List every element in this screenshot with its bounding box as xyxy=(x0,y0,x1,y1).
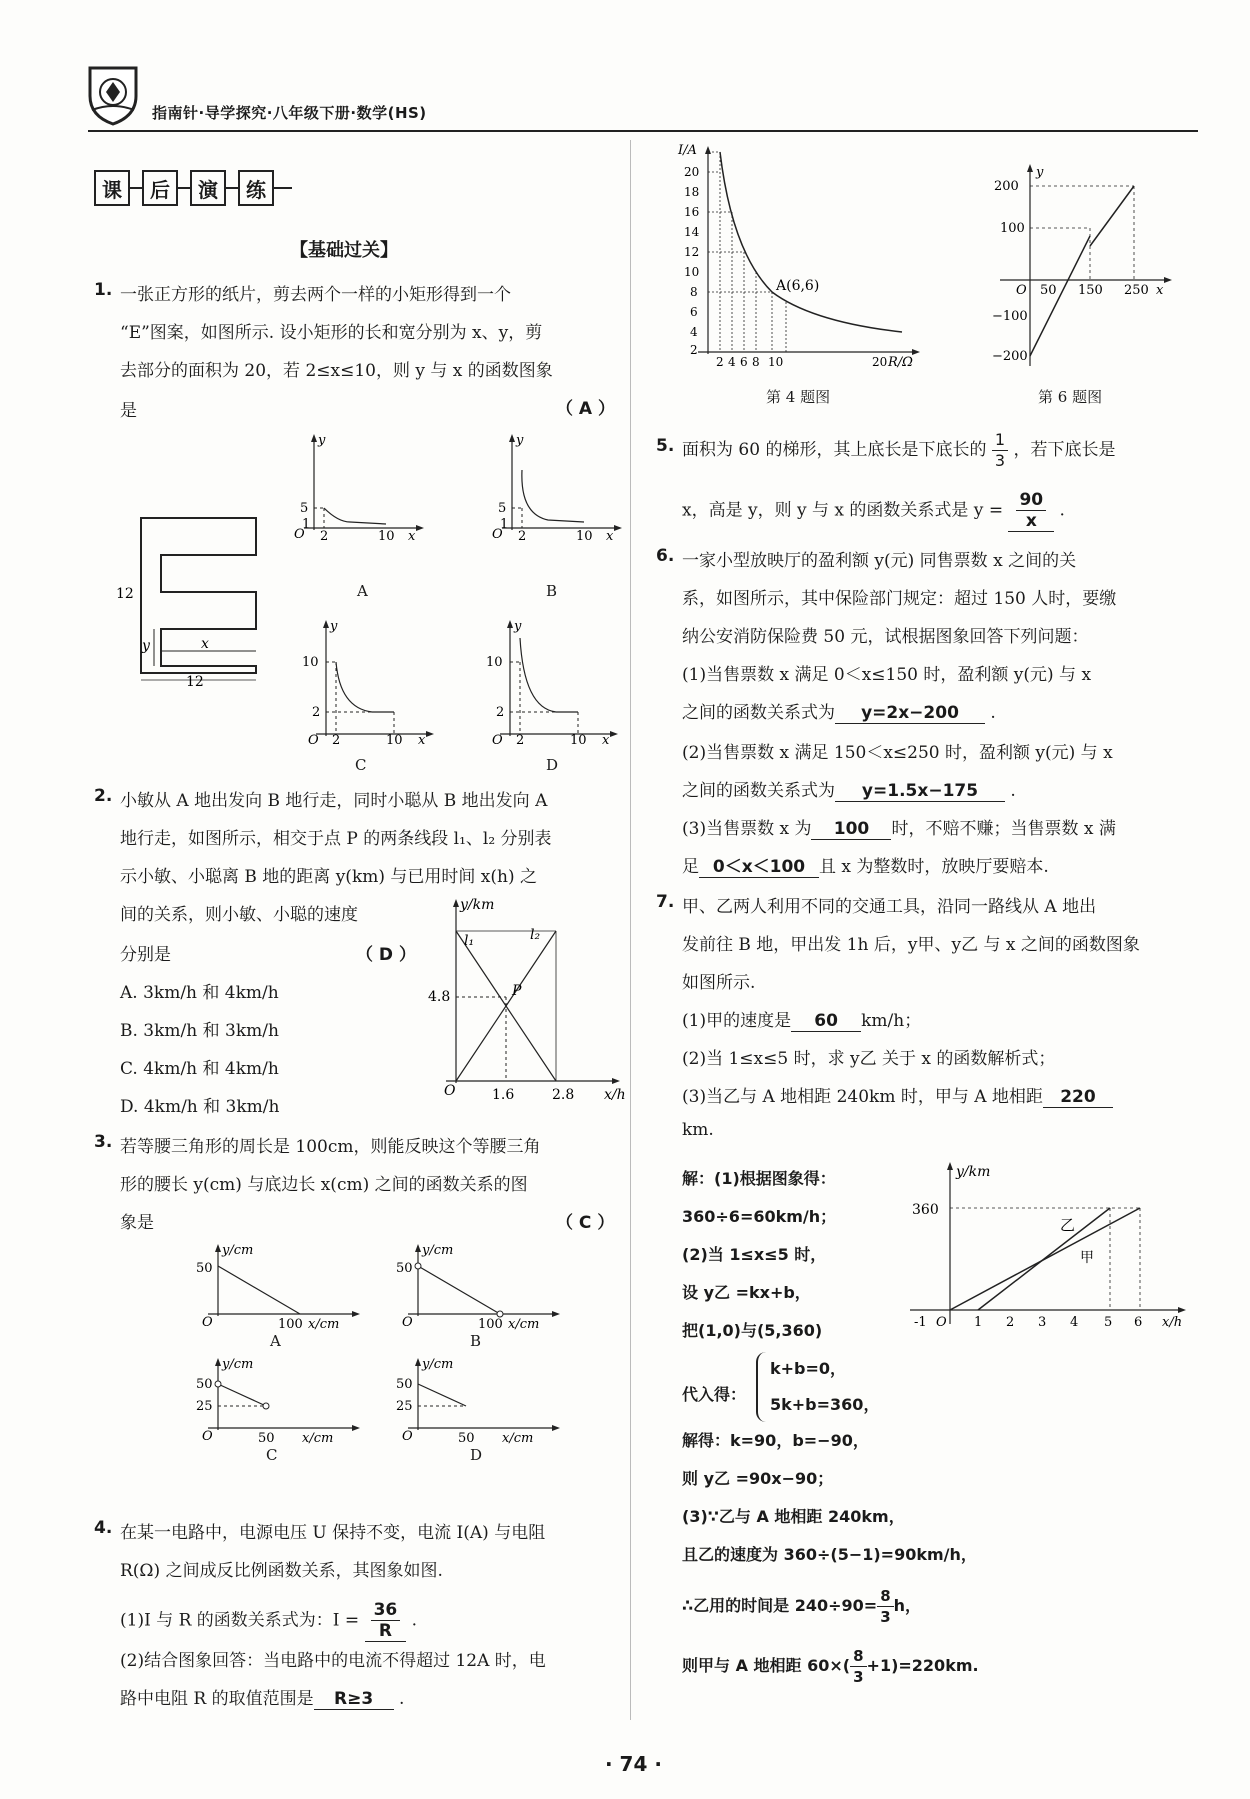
svg-text:1: 1 xyxy=(974,1315,983,1330)
q2-graph xyxy=(420,895,630,1105)
q7-answer1: 60 xyxy=(791,1011,861,1032)
svg-text:5: 5 xyxy=(498,501,507,516)
svg-text:1.6: 1.6 xyxy=(492,1087,515,1103)
q2-answer: （ D ） xyxy=(356,945,416,965)
q7-solution-line: 则 y乙 =90x−90； xyxy=(682,1469,834,1488)
q6-answer2: y=1.5x−175 xyxy=(835,781,1005,802)
svg-text:2: 2 xyxy=(516,733,525,746)
q3-option-label: D xyxy=(470,1446,483,1464)
page-number: · 74 · xyxy=(605,1752,662,1776)
header-title: 指南针·导学探究·八年级下册·数学(HS) xyxy=(152,104,427,122)
q7-solution-line: 代入得： xyxy=(682,1385,747,1404)
svg-text:2: 2 xyxy=(312,705,321,720)
q2-option: B. 3km/h 和 3km/h xyxy=(120,1021,279,1041)
svg-text:16: 16 xyxy=(684,205,700,219)
q2-line: 示小敏、小聪离 B 地的距离 y(km) 与已用时间 x(h) 之 xyxy=(120,867,538,887)
svg-text:2: 2 xyxy=(690,343,698,357)
svg-text:360: 360 xyxy=(912,1202,939,1218)
svg-text:y: y xyxy=(142,638,150,654)
svg-text:50: 50 xyxy=(458,1431,475,1444)
q7-solution-line: 360÷6=60km/h； xyxy=(682,1207,837,1226)
svg-text:P: P xyxy=(512,983,522,999)
svg-text:I/A: I/A xyxy=(678,143,697,158)
svg-text:10: 10 xyxy=(768,355,784,369)
q3-number: 3. xyxy=(94,1132,113,1152)
svg-text:5: 5 xyxy=(300,501,309,516)
svg-text:O: O xyxy=(1016,283,1027,298)
section-char: 后 xyxy=(142,170,178,206)
svg-text:4.8: 4.8 xyxy=(428,989,451,1005)
q6-part1: (1)当售票数 x 满足 0＜x≤150 时，盈利额 y(元) 与 x xyxy=(682,665,1092,685)
svg-text:x/h: x/h xyxy=(1162,1315,1183,1330)
q6-answer4: 0＜x＜100 xyxy=(699,852,819,878)
svg-text:4: 4 xyxy=(690,325,698,339)
q1-line: “E”图案，如图所示. 设小矩形的长和宽分别为 x、y，剪 xyxy=(120,323,543,343)
svg-text:x/cm: x/cm xyxy=(308,1317,340,1330)
q1-e-figure xyxy=(116,508,266,688)
q1-option-graph-b xyxy=(488,430,628,540)
svg-text:1: 1 xyxy=(302,517,311,532)
svg-text:−200: −200 xyxy=(992,349,1028,364)
svg-text:3: 3 xyxy=(1038,1315,1047,1330)
q3-option-label: C xyxy=(266,1446,278,1464)
svg-text:50: 50 xyxy=(396,1377,413,1392)
svg-text:x/cm: x/cm xyxy=(508,1317,540,1330)
svg-text:150: 150 xyxy=(1078,283,1103,298)
q2-ylabel: y/km xyxy=(460,897,495,913)
svg-text:2: 2 xyxy=(1006,1315,1015,1330)
svg-text:20: 20 xyxy=(872,355,888,369)
svg-text:O: O xyxy=(202,1315,213,1330)
q7-solution-line: 解：(1)根据图象得： xyxy=(682,1169,836,1188)
q6-caption: 第 6 题图 xyxy=(1038,388,1103,406)
svg-text:y: y xyxy=(318,433,326,448)
svg-text:2: 2 xyxy=(716,355,724,369)
q6-part3: (3)当售票数 x 为 100 时，不赔不赚；当售票数 x 满 xyxy=(682,819,1116,839)
q6-part2b: 之间的函数关系式为 y=1.5x−175 . xyxy=(682,781,1016,801)
q4-answer1: $\frac{36}{R}$ xyxy=(365,1600,407,1642)
q6-part2: (2)当售票数 x 满足 150＜x≤250 时，盈利额 y(元) 与 x xyxy=(682,743,1113,763)
q1-number: 1. xyxy=(94,280,113,300)
svg-text:O: O xyxy=(308,733,319,746)
q4-graph xyxy=(676,142,936,370)
svg-text:200: 200 xyxy=(994,179,1019,194)
q2-line: 分别是 xyxy=(120,945,171,965)
svg-text:y: y xyxy=(516,433,524,448)
q7-unit: km. xyxy=(682,1120,714,1140)
svg-text:l₁: l₁ xyxy=(464,933,475,949)
svg-text:O: O xyxy=(294,527,305,540)
q1-answer: （ A ） xyxy=(556,399,615,419)
svg-text:y/cm: y/cm xyxy=(422,1243,454,1258)
q1-line: 一张正方形的纸片，剪去两个一样的小矩形得到一个 xyxy=(120,285,511,305)
svg-text:x/cm: x/cm xyxy=(502,1431,534,1444)
q4-part2: (2)结合图象回答：当电路中的电流不得超过 12A 时，电 xyxy=(120,1651,546,1671)
svg-text:100: 100 xyxy=(1000,221,1025,236)
svg-text:4: 4 xyxy=(728,355,736,369)
q1-option-graph-d xyxy=(484,616,624,746)
svg-text:10: 10 xyxy=(570,733,587,746)
svg-text:O: O xyxy=(492,527,503,540)
svg-text:R/Ω: R/Ω xyxy=(888,355,913,370)
q4-line: R(Ω) 之间成反比例函数关系，其图象如图. xyxy=(120,1561,443,1581)
q4-answer2: R≥3 xyxy=(314,1689,394,1710)
q7-part1: (1)甲的速度是 60 km/h； xyxy=(682,1011,922,1031)
section-tag xyxy=(94,170,292,206)
q6-line: 一家小型放映厅的盈利额 y(元) 同售票数 x 之间的关 xyxy=(682,551,1077,571)
svg-text:20: 20 xyxy=(684,165,700,179)
svg-text:2: 2 xyxy=(320,529,329,540)
q7-answer3: 220 xyxy=(1043,1087,1113,1108)
svg-text:1: 1 xyxy=(500,517,509,532)
q2-option: C. 4km/h 和 4km/h xyxy=(120,1059,279,1079)
q7-solution-line: 设 y乙 =kx+b， xyxy=(682,1283,811,1302)
svg-text:x: x xyxy=(408,529,416,540)
svg-text:4: 4 xyxy=(1070,1315,1079,1330)
q4-line: 在某一电路中，电源电压 U 保持不变，电流 I(A) 与电阻 xyxy=(120,1523,546,1543)
svg-text:x: x xyxy=(602,733,610,746)
svg-text:l₂: l₂ xyxy=(530,927,541,943)
svg-text:甲: 甲 xyxy=(1080,1250,1094,1266)
q7-solution-line: ∴乙用的时间是 240÷90= $\frac{8}{3}$ h， xyxy=(682,1587,922,1626)
q6-answer3: 100 xyxy=(811,819,891,840)
q3-line: 象是 xyxy=(120,1213,154,1233)
svg-text:y/cm: y/cm xyxy=(222,1357,254,1372)
svg-text:2: 2 xyxy=(518,529,527,540)
publisher-logo xyxy=(84,62,142,126)
q7-part2: (2)当 1≤x≤5 时，求 y乙 关于 x 的函数解析式； xyxy=(682,1049,1056,1069)
q5-number: 5. xyxy=(656,436,675,456)
q3-line: 形的腰长 y(cm) 与底边长 x(cm) 之间的函数关系的图 xyxy=(120,1175,528,1195)
svg-text:18: 18 xyxy=(684,185,700,199)
svg-text:10: 10 xyxy=(302,655,319,670)
svg-text:6: 6 xyxy=(1134,1315,1143,1330)
q6-number: 6. xyxy=(656,546,675,566)
q4-point-label: A(6,6) xyxy=(776,278,820,294)
svg-text:100: 100 xyxy=(278,1317,303,1330)
q3-option-graph-c xyxy=(196,1354,366,1444)
q3-option-label: B xyxy=(470,1332,482,1350)
svg-text:50: 50 xyxy=(1040,283,1057,298)
q6-line: 纳公安消防保险费 50 元，试根据图象回答下列问题： xyxy=(682,627,1089,647)
svg-text:y/km: y/km xyxy=(956,1164,991,1180)
q7-part3: (3)当乙与 A 地相距 240km 时，甲与 A 地相距 220 xyxy=(682,1082,1113,1108)
svg-text:8: 8 xyxy=(690,285,698,299)
q3-answer: （ C ） xyxy=(556,1213,615,1233)
svg-text:25: 25 xyxy=(396,1399,413,1414)
q2-option: D. 4km/h 和 3km/h xyxy=(120,1097,280,1117)
q2-line: 地行走，如图所示，相交于点 P 的两条线段 l₁、l₂ 分别表 xyxy=(120,829,552,849)
q4-part1: (1)I 与 R 的函数关系式为：I = $\frac{36}{R}$ . xyxy=(120,1600,418,1641)
svg-text:6: 6 xyxy=(690,305,698,319)
svg-text:10: 10 xyxy=(684,265,700,279)
column-divider xyxy=(630,140,631,1720)
svg-text:O: O xyxy=(402,1315,413,1330)
svg-text:6: 6 xyxy=(740,355,748,369)
svg-text:O: O xyxy=(492,733,503,746)
section-char: 演 xyxy=(190,170,226,206)
svg-text:10: 10 xyxy=(576,529,593,540)
q7-solution-line: 且乙的速度为 360÷(5−1)=90km/h， xyxy=(682,1545,977,1564)
q7-solution-line: 则甲与 A 地相距 60×( $\frac{8}{3}$ +1)=220km. xyxy=(682,1647,979,1686)
svg-text:25: 25 xyxy=(196,1399,213,1414)
svg-text:50: 50 xyxy=(258,1431,275,1444)
q1-option-label: B xyxy=(546,582,558,600)
svg-text:50: 50 xyxy=(196,1377,213,1392)
q7-solution-line: 把(1,0)与(5,360) xyxy=(682,1321,823,1340)
svg-text:y/cm: y/cm xyxy=(222,1243,254,1258)
svg-text:x: x xyxy=(1156,283,1164,298)
svg-text:−100: −100 xyxy=(992,309,1028,324)
svg-text:y: y xyxy=(330,619,338,634)
svg-text:y/cm: y/cm xyxy=(422,1357,454,1372)
q1-line: 去部分的面积为 20，若 2≤x≤10，则 y 与 x 的函数图象 xyxy=(120,361,553,381)
q6-part3b: 足 0＜x＜100 且 x 为整数时，放映厅要赔本. xyxy=(682,852,1049,878)
q2-number: 2. xyxy=(94,786,113,806)
subheading: 【基础过关】 xyxy=(290,240,398,261)
q4-number: 4. xyxy=(94,1518,113,1538)
svg-text:10: 10 xyxy=(386,733,403,746)
q1-option-graph-c xyxy=(300,616,440,746)
q7-solution-line: k+b=0， xyxy=(770,1359,847,1378)
svg-text:8: 8 xyxy=(752,355,760,369)
q7-line: 发前往 B 地，甲出发 1h 后，y甲、y乙 与 x 之间的函数图象 xyxy=(682,935,1140,955)
svg-text:10: 10 xyxy=(486,655,503,670)
svg-text:10: 10 xyxy=(378,529,395,540)
header-rule xyxy=(88,130,1198,132)
q3-option-graph-d xyxy=(396,1354,566,1444)
q7-graph xyxy=(900,1158,1200,1334)
svg-text:14: 14 xyxy=(684,225,700,239)
q6-graph xyxy=(990,160,1190,370)
svg-text:y: y xyxy=(514,619,522,634)
svg-text:O: O xyxy=(202,1429,213,1444)
q7-solution-line: 5k+b=360， xyxy=(770,1395,880,1414)
svg-text:x: x xyxy=(606,529,614,540)
system-brace xyxy=(756,1352,768,1422)
svg-text:100: 100 xyxy=(478,1317,503,1330)
q3-option-graph-a xyxy=(196,1240,366,1330)
q3-line: 若等腰三角形的周长是 100cm，则能反映这个等腰三角 xyxy=(120,1137,541,1157)
svg-text:x: x xyxy=(418,733,426,746)
svg-text:2: 2 xyxy=(332,733,341,746)
svg-text:y: y xyxy=(1036,165,1044,180)
q7-solution-line: (3)∵乙与 A 地相距 240km， xyxy=(682,1507,905,1526)
svg-text:O: O xyxy=(444,1083,456,1099)
svg-text:x/h: x/h xyxy=(604,1087,626,1103)
svg-text:x: x xyxy=(201,636,209,652)
svg-text:x/cm: x/cm xyxy=(302,1431,334,1444)
q1-option-label: C xyxy=(355,756,367,774)
svg-text:O: O xyxy=(402,1429,413,1444)
svg-text:250: 250 xyxy=(1124,283,1149,298)
svg-text:乙: 乙 xyxy=(1060,1216,1076,1234)
section-char: 练 xyxy=(238,170,274,206)
svg-text:2.8: 2.8 xyxy=(552,1087,575,1103)
q7-line: 如图所示. xyxy=(682,973,756,993)
q5-line1: 面积为 60 的梯形，其上底长是下底长的 $\frac{1}{3}$ ，若下底长是 xyxy=(682,430,1116,470)
q3-option-label: A xyxy=(270,1332,281,1350)
q1-fig-bottom: 12 xyxy=(186,674,204,688)
q6-part1b: 之间的函数关系式为 y=2x−200 . xyxy=(682,703,996,723)
q2-line: 小敏从 A 地出发向 B 地行走，同时小聪从 B 地出发向 A xyxy=(120,791,548,811)
section-char: 课 xyxy=(94,170,130,206)
svg-text:5: 5 xyxy=(1104,1315,1113,1330)
q5-answer: $\frac{90}{x}$ xyxy=(1008,490,1054,532)
q1-option-graph-a xyxy=(290,430,430,540)
q1-line: 是 xyxy=(120,401,137,421)
svg-text:12: 12 xyxy=(684,245,700,259)
q2-line: 间的关系，则小敏、小聪的速度 xyxy=(120,905,358,925)
svg-text:50: 50 xyxy=(196,1261,213,1276)
q6-answer1: y=2x−200 xyxy=(835,703,985,724)
svg-text:O: O xyxy=(936,1315,947,1330)
q7-number: 7. xyxy=(656,892,675,912)
svg-text:2: 2 xyxy=(496,705,505,720)
q3-option-graph-b xyxy=(396,1240,566,1330)
q7-line: 甲、乙两人利用不同的交通工具，沿同一路线从 A 地出 xyxy=(682,897,1097,917)
svg-text:50: 50 xyxy=(396,1261,413,1276)
q5-line2: x，高是 y，则 y 与 x 的函数关系式是 y = $\frac{90}{x}$ . xyxy=(682,490,1065,531)
q7-solution-line: (2)当 1≤x≤5 时， xyxy=(682,1245,827,1264)
q7-solution-line: 解得：k=90，b=−90， xyxy=(682,1431,869,1450)
q2-option: A. 3km/h 和 4km/h xyxy=(120,983,279,1003)
q6-line: 系，如图所示，其中保险部门规定：超过 150 人时，要缴 xyxy=(682,589,1117,609)
q4-part2b: 路中电阻 R 的取值范围是 R≥3 . xyxy=(120,1689,405,1709)
svg-text:-1: -1 xyxy=(914,1315,927,1330)
q4-caption: 第 4 题图 xyxy=(766,388,831,406)
q1-fig-side: 12 xyxy=(116,586,134,602)
q1-option-label: A xyxy=(357,582,368,600)
q1-option-label: D xyxy=(546,756,559,774)
